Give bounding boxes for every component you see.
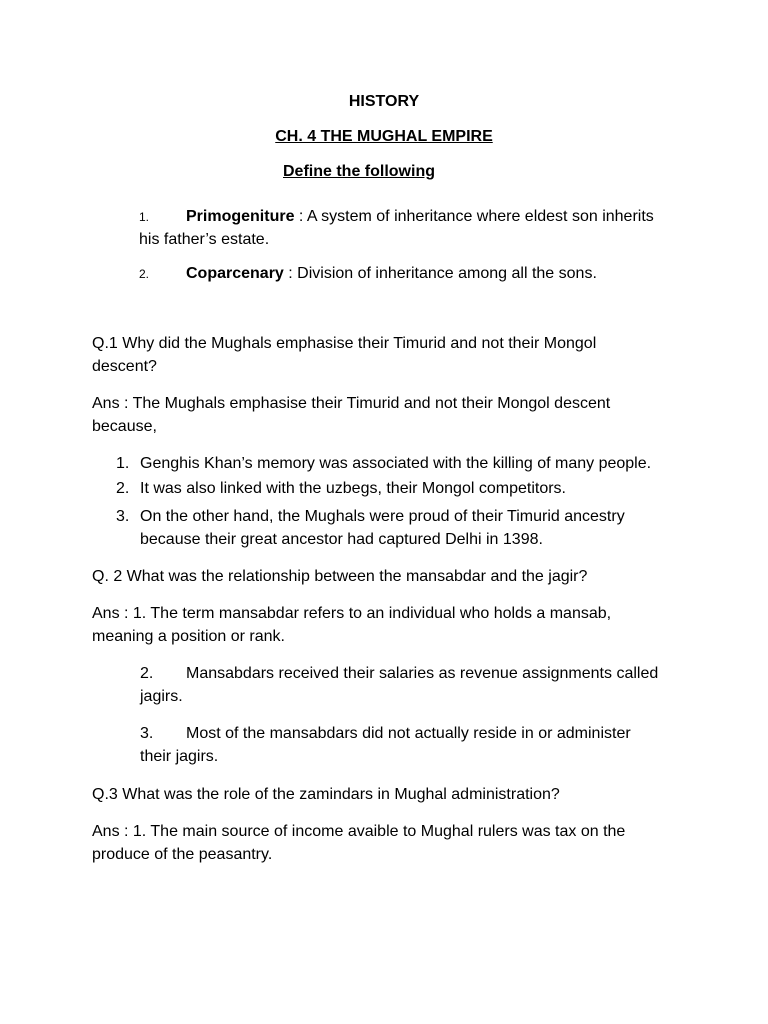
answer-line: Ans : 1. The term mansabdar refers to an individual who holds a mansab,: [92, 605, 612, 622]
list-text: Mansabdars received their salaries as revenue assignments called: [186, 665, 659, 682]
definition-line: [186, 205, 654, 228]
definition-term: Primogeniture: [186, 208, 295, 225]
list-text-cont: their jagirs.: [140, 748, 219, 765]
list-number: 2.: [140, 665, 154, 682]
section-heading: Define the following: [283, 163, 435, 180]
definition-number: 2.: [139, 267, 150, 281]
list-number: 3.: [116, 508, 130, 525]
answer-1: [92, 392, 610, 438]
list-text-cont: jagirs.: [140, 688, 183, 705]
answer-line: Ans : 1. The main source of income avaible to Mughal rulers was tax on the: [92, 823, 626, 840]
list-number: 2.: [116, 480, 130, 497]
definition-text: Division of inheritance among all the sons.: [297, 265, 597, 282]
answer-line: meaning a position or rank.: [92, 628, 285, 645]
list-text: Genghis Khan’s memory was associated with the killing of many people.: [140, 455, 652, 472]
definition-text: A system of inheritance where eldest son inherits: [306, 208, 654, 225]
question-2: Q. 2 What was the relationship between the mansabdar and the jagir?: [92, 568, 588, 585]
definition-text-cont: his father’s estate.: [139, 231, 270, 248]
question-1: [92, 332, 596, 378]
definition-separator: :: [283, 265, 298, 282]
list-number: 1.: [116, 455, 130, 472]
list-text-cont: because their great ancestor had captured Delhi in 1398.: [140, 531, 543, 548]
answer-line: Ans : The Mughals emphasise their Timurid and not their Mongol descent: [92, 395, 611, 412]
chapter-title: CH. 4 THE MUGHAL EMPIRE: [275, 128, 493, 145]
list-text: On the other hand, the Mughals were proud of their Timurid ancestry: [140, 508, 625, 525]
answer-2: [92, 602, 611, 648]
definition-term: Coparcenary: [186, 265, 284, 282]
question-3: Q.3 What was the role of the zamindars in Mughal administration?: [92, 786, 560, 803]
answer-3: [92, 820, 625, 866]
list-number: 3.: [140, 725, 154, 742]
question-line: descent?: [92, 358, 157, 375]
list-text: Most of the mansabdars did not actually reside in or administer: [186, 725, 631, 742]
answer-line: produce of the peasantry.: [92, 846, 273, 863]
answer-line: because,: [92, 418, 157, 435]
definition-line: [186, 262, 597, 285]
definition-separator: :: [294, 208, 307, 225]
list-text: It was also linked with the uzbegs, their Mongol competitors.: [140, 480, 566, 497]
definition-number: 1.: [139, 210, 150, 224]
question-line: Q.1 Why did the Mughals emphasise their Timurid and not their Mongol: [92, 335, 597, 352]
subject-title: HISTORY: [348, 93, 420, 110]
